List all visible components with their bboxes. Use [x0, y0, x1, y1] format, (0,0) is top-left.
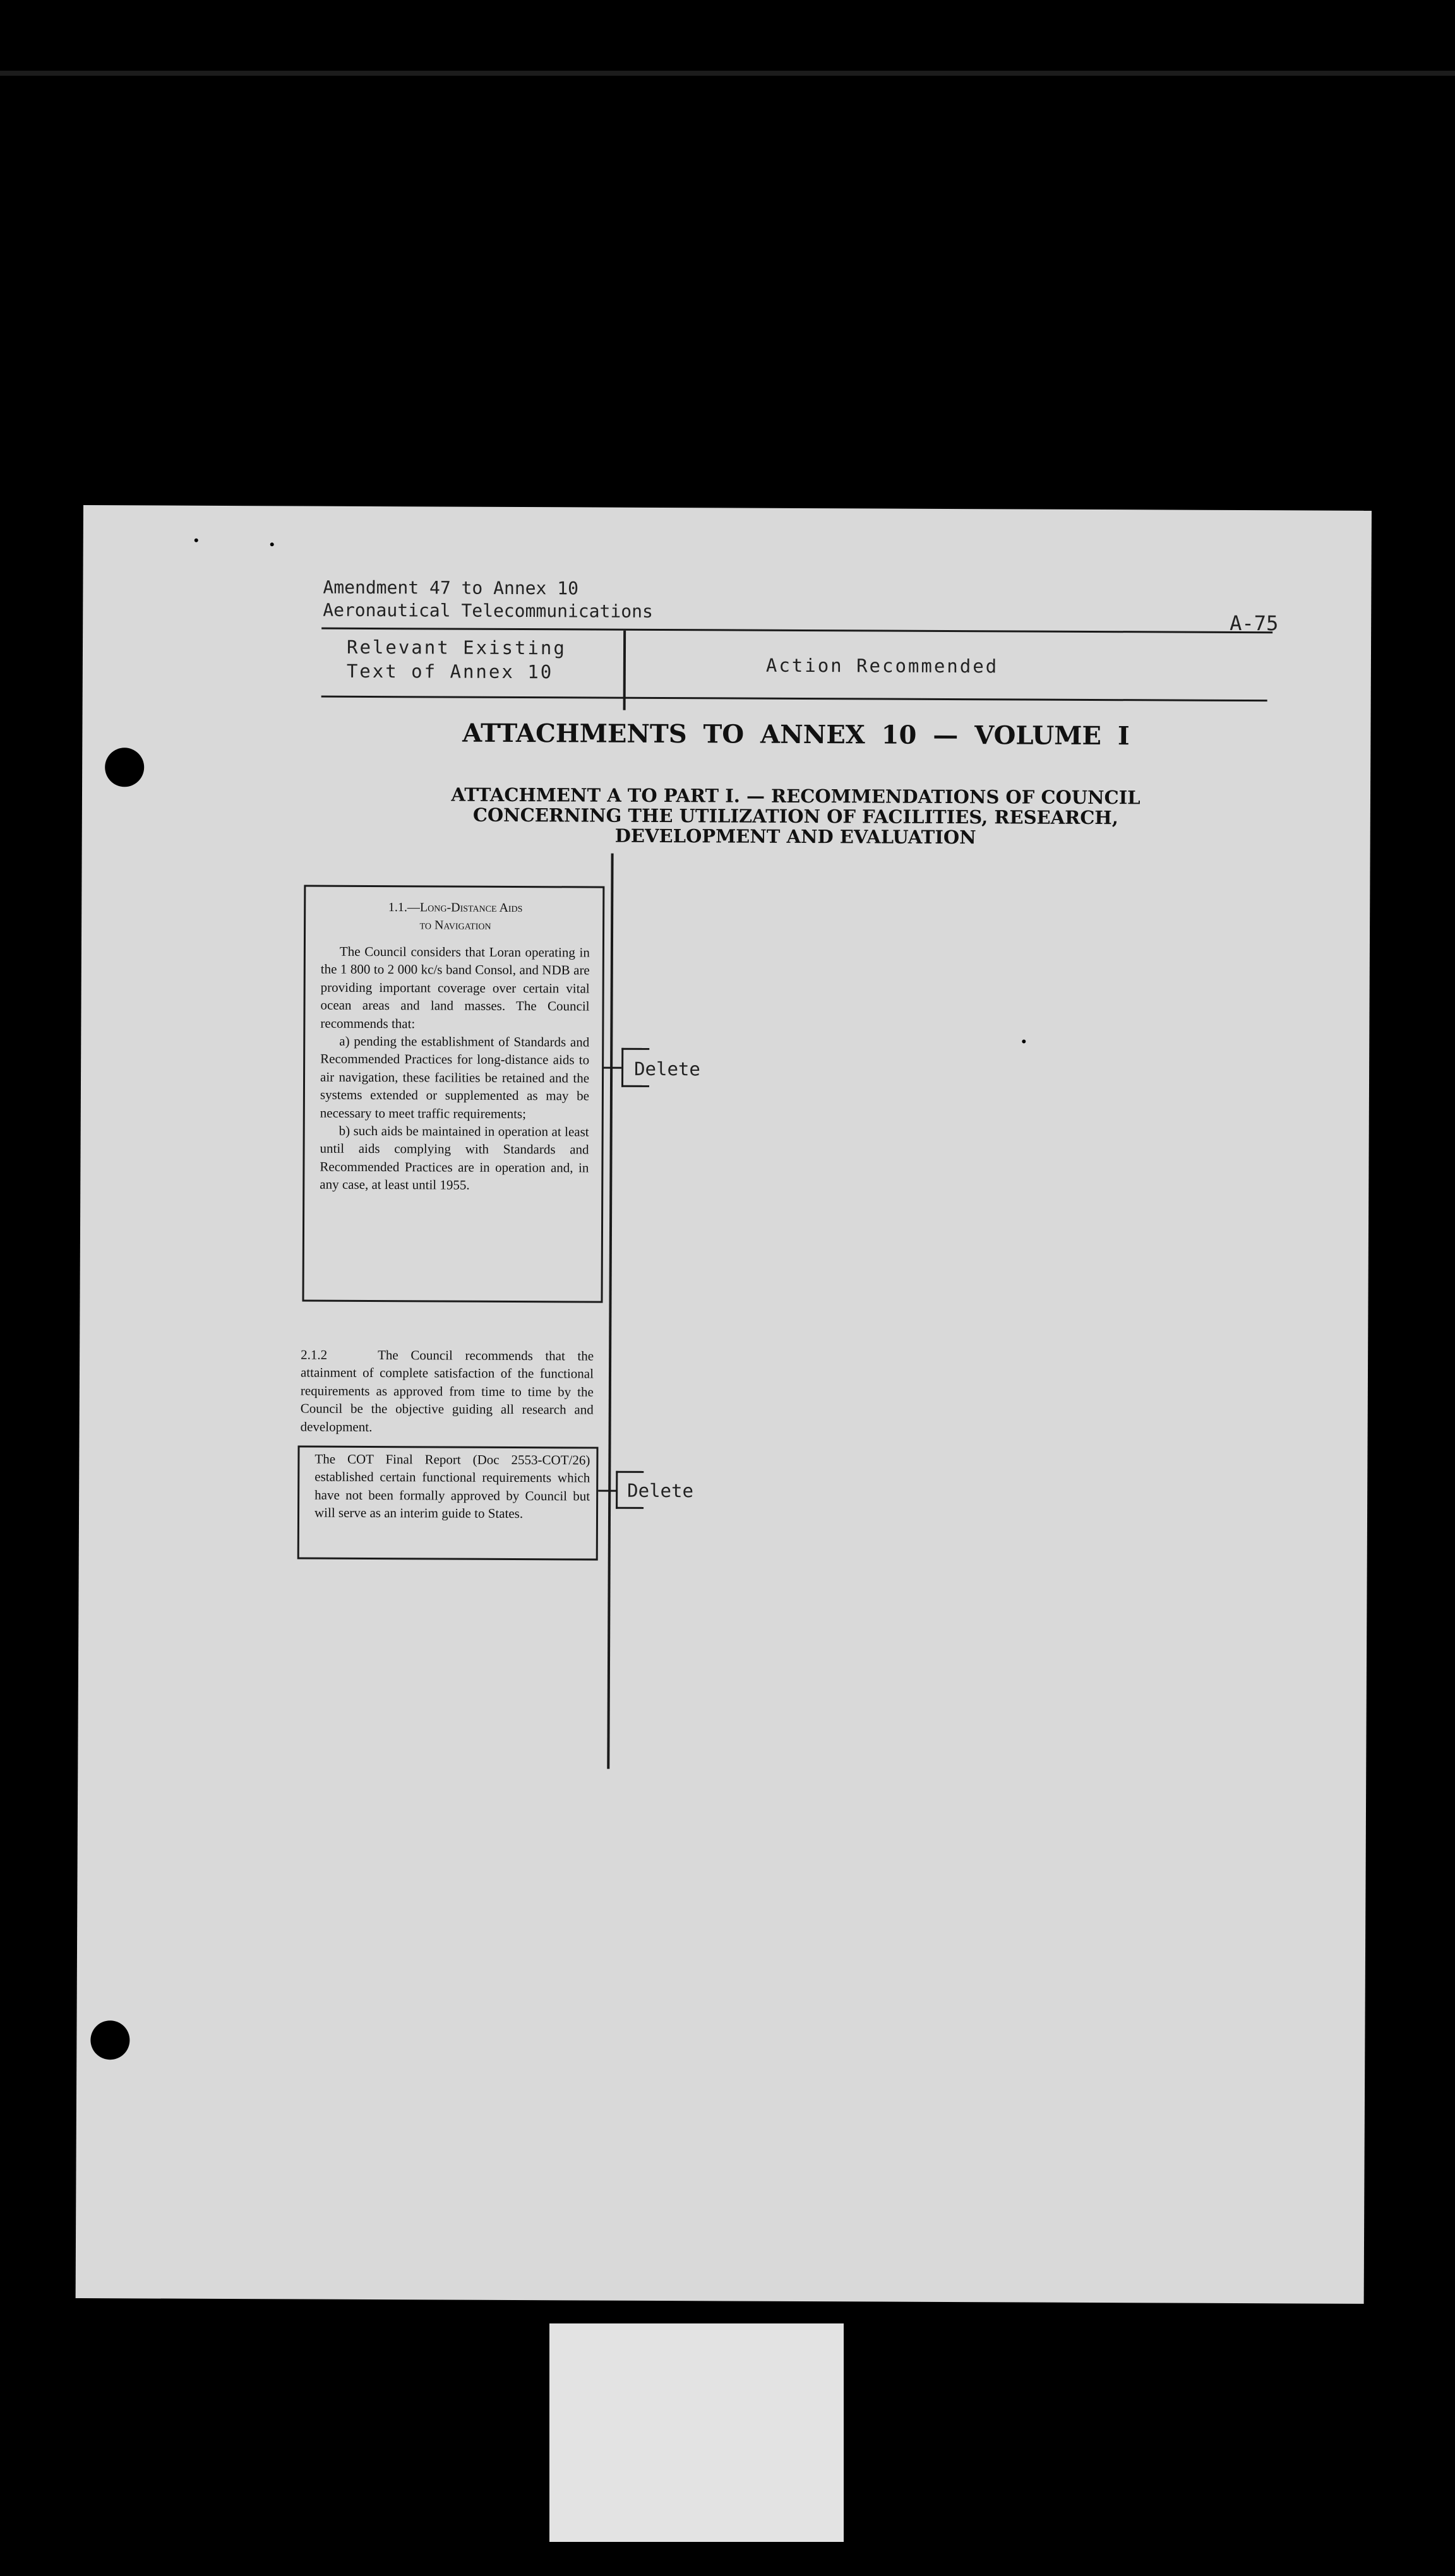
speck	[195, 539, 198, 542]
subtitle-line-2: CONCERNING THE UTILIZATION OF FACILITIES, RESEARCH,	[472, 804, 1118, 829]
column-divider	[607, 854, 613, 1769]
blank-card	[549, 2323, 844, 2542]
speck	[270, 542, 274, 546]
connector-tick	[602, 1067, 621, 1069]
section-1-1-heading-line2: to Navigation	[419, 918, 491, 933]
section-2-1-2	[301, 1346, 594, 1437]
section-1-1-item-b: b) such aids be maintained in operation at least until aids complying with Standards and Recommended Practices are in operation and, in any case, at least until 1955.	[320, 1123, 589, 1193]
speck	[1022, 1039, 1026, 1043]
header-rule	[321, 628, 1272, 634]
section-1-1-heading	[321, 898, 590, 935]
section-2-1-2-number: 2.1.2	[301, 1347, 328, 1363]
column-right-heading: Action Recommended	[765, 654, 999, 677]
subtitle-line-1: ATTACHMENT A TO PART I. — RECOMMENDATIONS OF COUNCIL	[451, 784, 1141, 809]
attachment-subtitle	[322, 784, 1269, 849]
section-1-1-heading-line1: 1.1.—Long-Distance Aids	[388, 900, 523, 915]
column-header-rule	[321, 696, 1267, 702]
film-edge	[0, 71, 1455, 76]
action-delete-2: Delete	[627, 1479, 694, 1502]
section-2-1-2-recommendation: The Council recommends that the attainment of complete satisfaction of the functional requirements as approved from time to time by the Council be the objective guiding all research and development.	[300, 1347, 594, 1434]
action-delete-1: Delete	[634, 1058, 700, 1080]
section-2-1-2-unboxed-text	[301, 1346, 594, 1437]
page-title: ATTACHMENTS TO ANNEX 10 — VOLUME I	[462, 718, 1130, 751]
column-left-line2: Text of Annex 10	[346, 660, 554, 683]
amendment-line: Amendment 47 to Annex 10	[323, 576, 579, 599]
section-2-1-2-box	[297, 1445, 599, 1560]
section-2-1-2-boxed-text: The COT Final Report (Doc 2553-COT/26) established certain functional requirements which have not been formally approved by Council but will serve as an interim guide to States.	[314, 1451, 590, 1522]
page-number: A-75	[1230, 611, 1279, 636]
annex-subject: Aeronautical Telecommunications	[323, 599, 653, 622]
column-left-line1: Relevant Existing	[346, 636, 566, 659]
subtitle-line-3: DEVELOPMENT AND EVALUATION	[614, 825, 976, 849]
section-1-1-box	[302, 885, 604, 1303]
document-page	[76, 505, 1372, 2304]
punch-hole	[90, 2020, 129, 2060]
section-1-1-intro: The Council considers that Loran operating in the 1 800 to 2 000 kc/s band Consol, and NDB are providing important coverage over certain vital ocean areas and land masses. The Council recommends that:	[320, 943, 590, 1031]
connector-tick	[598, 1490, 617, 1492]
punch-hole	[105, 748, 144, 787]
section-1-1-item-a: a) pending the establishment of Standards and Recommended Practices for long-distance aids to air navigation, these facilities be retained and the systems extended or supplemented as may be necessary to meet traffic requirements;	[320, 1033, 590, 1121]
